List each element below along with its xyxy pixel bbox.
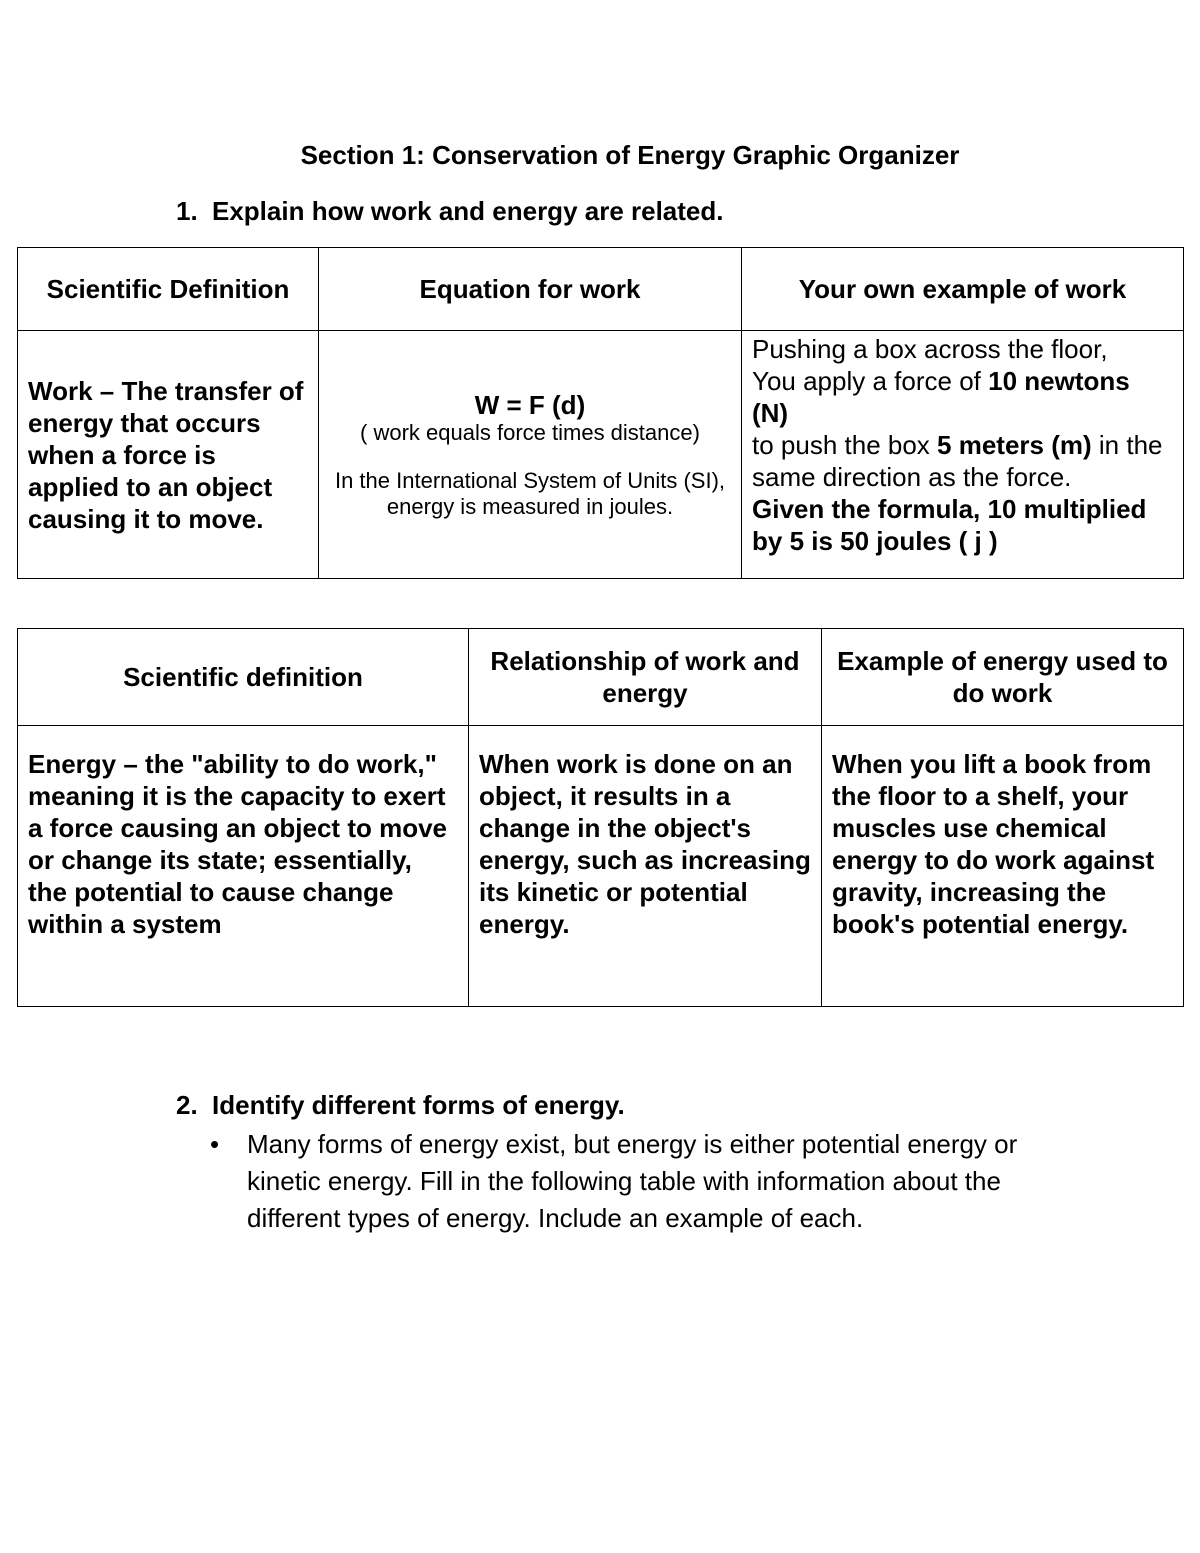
energy-relationship-cell: When work is done on an object, it results in a change in the object's energy, such as increasing its kinetic or potential energy. — [469, 726, 822, 1007]
question-2 — [176, 1090, 625, 1121]
energy-table-header-row — [18, 629, 1184, 726]
example-distance-value: 5 meters (m) — [937, 430, 1092, 460]
bullet-dot-icon: • — [210, 1129, 220, 1159]
work-table-header-definition: Scientific Definition — [18, 248, 319, 331]
work-table-header-row — [18, 248, 1184, 331]
work-definition-cell: Work – The transfer of energy that occurs when a force is applied to an object causing it to move. — [18, 331, 319, 579]
energy-table-header-example: Example of energy used to do work — [822, 629, 1184, 726]
example-line-1: Pushing a box across the floor, — [752, 334, 1108, 364]
energy-table-header-definition: Scientific definition — [18, 629, 469, 726]
work-example-cell — [742, 331, 1184, 579]
example-line-3 — [752, 429, 1173, 493]
question-2-text: Identify different forms of energy. — [212, 1090, 625, 1120]
question-2-number: 2. — [176, 1090, 198, 1120]
energy-definition-cell: Energy – the "ability to do work," meaning it is the capacity to exert a force causing an object to move or change its state; essentially, the potential to cause change within a system — [18, 726, 469, 1007]
example-distance-text: to push the box — [752, 430, 938, 460]
work-table-header-equation: Equation for work — [319, 248, 742, 331]
example-result: Given the formula, 10 multiplied by 5 is 50 joules ( j ) — [752, 494, 1147, 556]
example-force-text: You apply a force of — [752, 366, 989, 396]
example-force-value: 10 newtons (N) — [752, 366, 1130, 428]
example-line-2 — [752, 365, 1173, 429]
work-table-header-example: Your own example of work — [742, 248, 1184, 331]
energy-table-header-relationship: Relationship of work and energy — [469, 629, 822, 726]
work-formula-explanation: ( work equals force times distance) — [360, 419, 700, 445]
question-1-text: Explain how work and energy are related. — [212, 196, 724, 226]
work-table-body-row — [18, 331, 1184, 579]
example-direction-text: in the same direction as the force. — [752, 430, 1163, 492]
work-formula: W = F (d) — [474, 389, 586, 420]
question-2-bullet — [210, 1126, 1050, 1237]
work-equation-cell — [319, 331, 742, 579]
question-1-number: 1. — [176, 196, 198, 226]
si-units-note: In the International System of Units (SI), energy is measured in joules. — [334, 467, 726, 519]
work-table — [17, 247, 1184, 579]
page-title: Section 1: Conservation of Energy Graphic Organizer — [300, 140, 960, 170]
question-1 — [176, 196, 724, 227]
question-2-bullet-text: Many forms of energy exist, but energy is either potential energy or kinetic energy. Fill in the following table with information about the different types of energy. Include an example of each. — [247, 1129, 1018, 1233]
energy-table-body-row — [18, 726, 1184, 1007]
energy-table — [17, 628, 1184, 1007]
energy-example-cell: When you lift a book from the floor to a shelf, your muscles use chemical energy to do work against gravity, increasing the book's potential energy. — [822, 726, 1184, 1007]
